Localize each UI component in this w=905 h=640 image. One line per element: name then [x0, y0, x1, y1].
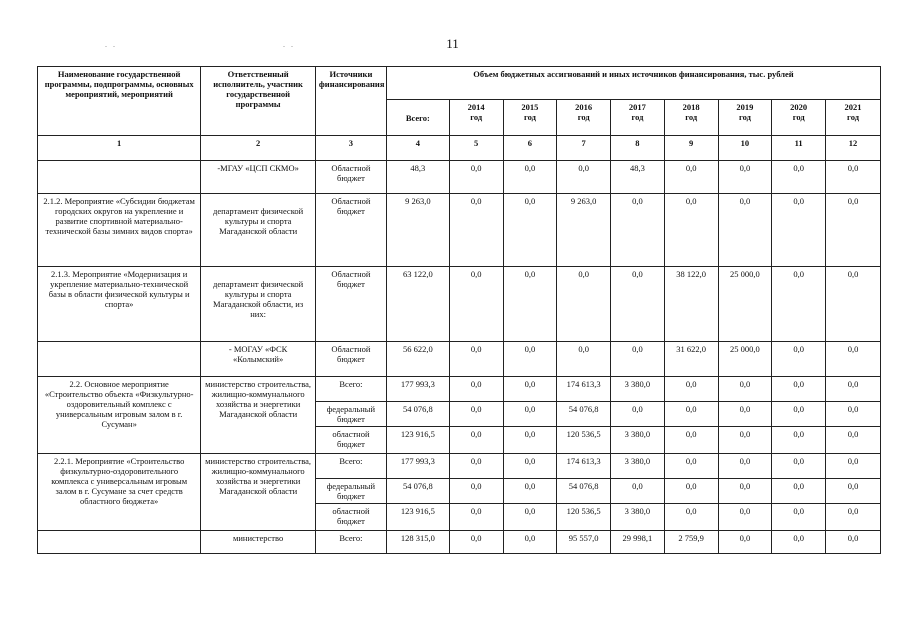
value-cell: 0,0	[664, 454, 718, 479]
value-cell: 0,0	[826, 454, 881, 479]
value-cell: 0,0	[449, 454, 503, 479]
value-cell: 54 076,8	[386, 479, 449, 504]
row-source: областной бюджет	[315, 504, 386, 531]
value-cell: 0,0	[449, 377, 503, 402]
row-source: Областной бюджет	[315, 194, 386, 267]
row-name: 2.2.1. Мероприятие «Строительство физкультурно-оздоровительного комплекса с универсальным игровым залом в г. Сусумане за счет средств областного бюджета»	[38, 454, 201, 531]
value-cell: 0,0	[826, 194, 881, 267]
value-cell: 123 916,5	[386, 504, 449, 531]
value-cell: 0,0	[772, 402, 826, 427]
value-cell: 9 263,0	[557, 194, 611, 267]
row-source: областной бюджет	[315, 427, 386, 454]
row-name	[38, 161, 201, 194]
index-cell: 5	[449, 136, 503, 161]
value-cell: 0,0	[664, 161, 718, 194]
row-responsible: министерство строительства, жилищно-коммунального хозяйства и энергетики Магаданской области	[201, 454, 316, 531]
value-cell: 48,3	[386, 161, 449, 194]
value-cell: 0,0	[503, 267, 557, 342]
value-cell: 123 916,5	[386, 427, 449, 454]
value-cell: 0,0	[772, 161, 826, 194]
value-cell: 0,0	[718, 377, 772, 402]
page-number: 11	[446, 36, 459, 51]
value-cell: 25 000,0	[718, 342, 772, 377]
value-cell: 54 076,8	[557, 402, 611, 427]
table-row	[38, 377, 881, 402]
header-name: Наименование государственной программы, подпрограммы, основных мероприятий, мероприятий	[38, 67, 201, 136]
value-cell: 0,0	[718, 531, 772, 554]
value-cell: 0,0	[503, 377, 557, 402]
value-cell: 0,0	[718, 454, 772, 479]
header-total: Всего:	[386, 100, 449, 136]
table-row	[38, 342, 881, 377]
value-cell: 25 000,0	[718, 267, 772, 342]
value-cell: 0,0	[503, 402, 557, 427]
value-cell: 0,0	[664, 377, 718, 402]
value-cell: 0,0	[826, 267, 881, 342]
value-cell: 0,0	[664, 194, 718, 267]
value-cell: 63 122,0	[386, 267, 449, 342]
value-cell: 0,0	[664, 504, 718, 531]
value-cell: 0,0	[664, 479, 718, 504]
index-cell: 4	[386, 136, 449, 161]
value-cell: 31 622,0	[664, 342, 718, 377]
value-cell: 0,0	[449, 161, 503, 194]
table-row	[38, 454, 881, 479]
row-name: 2.1.3. Мероприятие «Модернизация и укрепление материально-технической базы в области физической культуры и спорта»	[38, 267, 201, 342]
index-cell: 1	[38, 136, 201, 161]
row-name: 2.1.2. Мероприятие «Субсидии бюджетам городских округов на укрепление и развитие спортивной материально-технической базы зимних видов спорта»	[38, 194, 201, 267]
index-cell: 2	[201, 136, 316, 161]
header-year: 2018 год	[664, 100, 718, 136]
value-cell: 3 380,0	[611, 377, 665, 402]
value-cell: 0,0	[503, 427, 557, 454]
index-row	[38, 136, 881, 161]
row-responsible: - МОГАУ «ФСК «Колымский»	[201, 342, 316, 377]
value-cell: 2 759,9	[664, 531, 718, 554]
row-responsible: департамент физической культуры и спорта Магаданской области	[201, 194, 316, 267]
row-source: Всего:	[315, 454, 386, 479]
value-cell: 0,0	[826, 531, 881, 554]
value-cell: 0,0	[449, 402, 503, 427]
index-cell: 12	[826, 136, 881, 161]
value-cell: 0,0	[449, 267, 503, 342]
value-cell: 0,0	[826, 504, 881, 531]
row-responsible: министерство	[201, 531, 316, 554]
value-cell: 38 122,0	[664, 267, 718, 342]
value-cell: 0,0	[449, 479, 503, 504]
value-cell: 0,0	[449, 194, 503, 267]
index-cell: 11	[772, 136, 826, 161]
index-cell: 7	[557, 136, 611, 161]
header-responsible: Ответственный исполнитель, участник государственной программы	[201, 67, 316, 136]
value-cell: 3 380,0	[611, 427, 665, 454]
value-cell: 0,0	[503, 342, 557, 377]
index-cell: 6	[503, 136, 557, 161]
value-cell: 0,0	[449, 504, 503, 531]
value-cell: 0,0	[772, 342, 826, 377]
value-cell: 128 315,0	[386, 531, 449, 554]
value-cell: 56 622,0	[386, 342, 449, 377]
value-cell: 0,0	[772, 454, 826, 479]
row-source: Всего:	[315, 531, 386, 554]
value-cell: 177 993,3	[386, 377, 449, 402]
value-cell: 0,0	[718, 427, 772, 454]
scan-speck: . .	[283, 40, 295, 49]
header-year: 2021 год	[826, 100, 881, 136]
value-cell: 95 557,0	[557, 531, 611, 554]
row-responsible: министерство строительства, жилищно-коммунального хозяйства и энергетики Магаданской области	[201, 377, 316, 454]
header-year: 2014 год	[449, 100, 503, 136]
value-cell: 0,0	[718, 161, 772, 194]
value-cell: 0,0	[718, 194, 772, 267]
value-cell: 0,0	[503, 479, 557, 504]
row-source: федеральный бюджет	[315, 402, 386, 427]
header-year: 2015 год	[503, 100, 557, 136]
index-cell: 3	[315, 136, 386, 161]
header-year: 2019 год	[718, 100, 772, 136]
value-cell: 29 998,1	[611, 531, 665, 554]
index-cell: 10	[718, 136, 772, 161]
value-cell: 0,0	[449, 342, 503, 377]
value-cell: 0,0	[503, 531, 557, 554]
row-name: 2.2. Основное мероприятие «Строительство объекта «Физкультурно-оздоровительный комплекс с универсальным игровым залом в г. Сусуман»	[38, 377, 201, 454]
value-cell: 0,0	[611, 267, 665, 342]
value-cell: 0,0	[826, 342, 881, 377]
row-source: Областной бюджет	[315, 161, 386, 194]
value-cell: 0,0	[503, 454, 557, 479]
value-cell: 0,0	[772, 377, 826, 402]
row-source: федеральный бюджет	[315, 479, 386, 504]
value-cell: 3 380,0	[611, 504, 665, 531]
row-source: Всего:	[315, 377, 386, 402]
value-cell: 0,0	[503, 194, 557, 267]
value-cell: 0,0	[503, 161, 557, 194]
row-source: Областной бюджет	[315, 342, 386, 377]
header-year: 2020 год	[772, 100, 826, 136]
value-cell: 0,0	[772, 504, 826, 531]
row-responsible: -МГАУ «ЦСП СКМО»	[201, 161, 316, 194]
table-row	[38, 194, 881, 267]
value-cell: 174 613,3	[557, 454, 611, 479]
value-cell: 0,0	[557, 161, 611, 194]
value-cell: 0,0	[449, 427, 503, 454]
header-year: 2017 год	[611, 100, 665, 136]
value-cell: 0,0	[826, 377, 881, 402]
value-cell: 0,0	[664, 402, 718, 427]
value-cell: 0,0	[503, 504, 557, 531]
row-responsible: департамент физической культуры и спорта Магаданской области, из них:	[201, 267, 316, 342]
value-cell: 3 380,0	[611, 454, 665, 479]
index-cell: 8	[611, 136, 665, 161]
value-cell: 0,0	[772, 267, 826, 342]
value-cell: 120 536,5	[557, 427, 611, 454]
value-cell: 0,0	[557, 267, 611, 342]
value-cell: 0,0	[772, 479, 826, 504]
row-source: Областной бюджет	[315, 267, 386, 342]
value-cell: 0,0	[826, 427, 881, 454]
table-row	[38, 531, 881, 554]
value-cell: 0,0	[449, 531, 503, 554]
value-cell: 48,3	[611, 161, 665, 194]
value-cell: 120 536,5	[557, 504, 611, 531]
value-cell: 0,0	[611, 342, 665, 377]
index-cell: 9	[664, 136, 718, 161]
value-cell: 174 613,3	[557, 377, 611, 402]
value-cell: 0,0	[664, 427, 718, 454]
value-cell: 0,0	[611, 479, 665, 504]
value-cell: 0,0	[772, 427, 826, 454]
value-cell: 0,0	[718, 504, 772, 531]
value-cell: 0,0	[611, 402, 665, 427]
table-row	[38, 161, 881, 194]
value-cell: 0,0	[718, 479, 772, 504]
value-cell: 0,0	[826, 402, 881, 427]
header-volume: Объем бюджетных ассигнований и иных источников финансирования, тыс. рублей	[386, 67, 880, 100]
row-name-empty	[38, 342, 201, 377]
header-source: Источники финансирования	[315, 67, 386, 136]
value-cell: 0,0	[611, 194, 665, 267]
header-year: 2016 год	[557, 100, 611, 136]
value-cell: 9 263,0	[386, 194, 449, 267]
header-row	[38, 67, 881, 100]
value-cell: 177 993,3	[386, 454, 449, 479]
value-cell: 0,0	[557, 342, 611, 377]
row-name	[38, 531, 201, 554]
scan-speck: . .	[105, 40, 117, 49]
value-cell: 0,0	[772, 531, 826, 554]
value-cell: 0,0	[772, 194, 826, 267]
budget-table	[37, 66, 881, 554]
value-cell: 0,0	[718, 402, 772, 427]
value-cell: 0,0	[826, 161, 881, 194]
value-cell: 54 076,8	[557, 479, 611, 504]
value-cell: 54 076,8	[386, 402, 449, 427]
table-row	[38, 267, 881, 342]
value-cell: 0,0	[826, 479, 881, 504]
